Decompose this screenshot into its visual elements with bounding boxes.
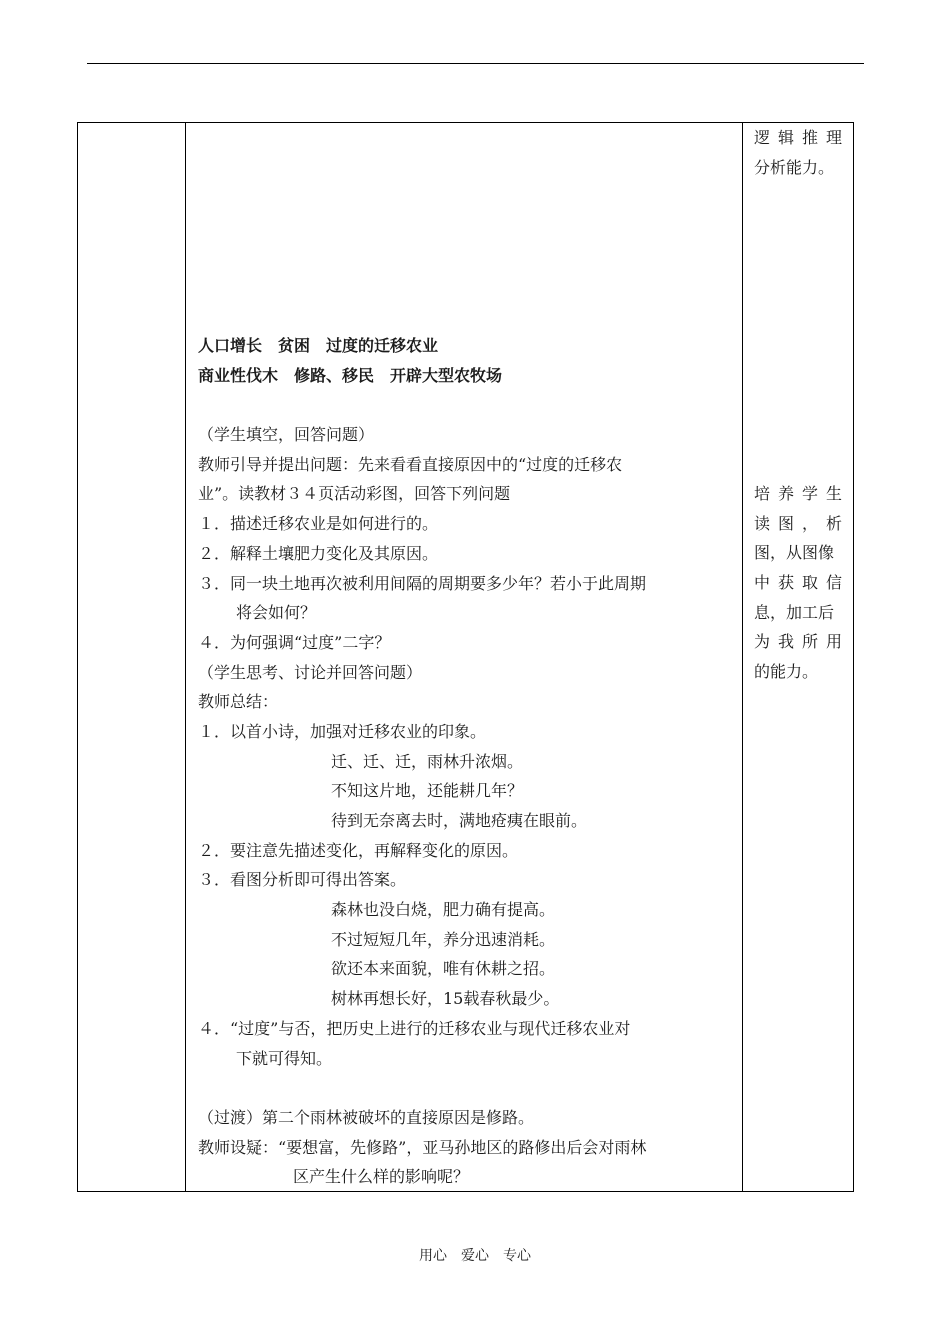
char: 理 <box>825 128 842 147</box>
poem-line: 树林再想长好，15载春秋最少。 <box>331 989 560 1009</box>
design-intent-cell <box>754 479 844 687</box>
text-line: 教师设疑：“要想富，先修路”，亚马孙地区的路修出后会对雨林 <box>198 1137 647 1157</box>
text-line-cont: 区产生什么样的影响呢？ <box>293 1167 470 1187</box>
poem-line: 迁、迁、迁，雨林升浓烟。 <box>331 751 524 771</box>
char: 获 <box>777 573 794 593</box>
char: 为 <box>754 632 771 652</box>
column-divider <box>185 123 186 1191</box>
main-content-cell <box>198 331 734 1192</box>
char: ， <box>801 513 818 533</box>
intent-line <box>754 479 842 509</box>
summary-item: ４．“过度”与否，把历史上进行的迁移农业与现代迁移农业对 <box>198 1018 631 1038</box>
intent-line <box>754 568 842 598</box>
question-item-cont: 将会如何？ <box>236 603 317 623</box>
page-footer: 用心 爱心 专心 <box>419 1248 531 1264</box>
text-line: （学生填空，回答问题） <box>198 425 375 445</box>
header-rule <box>87 63 864 64</box>
question-item: ３．同一块土地再次被利用间隔的周期要多少年？若小于此周期 <box>198 573 647 593</box>
char: 读 <box>754 513 771 533</box>
summary-item: ３．看图分析即可得出答案。 <box>198 870 407 890</box>
heading-causes-2: 商业性伐木 修路、移民 开辟大型农牧场 <box>198 365 503 385</box>
char: 养 <box>777 484 794 503</box>
intent-line: 图，从图像 <box>754 543 835 563</box>
poem-line: 森林也没白烧，肥力确有提高。 <box>331 900 556 920</box>
question-item: ２．解释土壤肥力变化及其原因。 <box>198 543 439 563</box>
char: 辑 <box>777 128 794 147</box>
char: 用 <box>825 632 842 652</box>
char: 推 <box>801 128 818 147</box>
text-line: 教师引导并提出问题：先来看看直接原因中的“过度的迁移农 <box>198 454 623 474</box>
char: 学 <box>801 484 818 503</box>
intent-line: 的能力。 <box>754 662 819 682</box>
char: 取 <box>801 573 818 593</box>
char: 逻 <box>754 128 771 147</box>
poem-line: 不知这片地，还能耕几年？ <box>331 781 524 801</box>
lesson-table <box>77 122 854 1192</box>
char: 生 <box>825 484 842 503</box>
heading-causes: 人口增长 贫困 过度的迁移农业 <box>198 336 439 355</box>
char: 信 <box>825 573 842 593</box>
intent-line: 息，加工后 <box>754 602 835 622</box>
summary-item: ２．要注意先描述变化，再解释变化的原因。 <box>198 840 519 860</box>
char: 中 <box>754 573 771 593</box>
poem-line: 不过短短几年，养分迅速消耗。 <box>331 929 556 949</box>
char: 我 <box>777 632 794 652</box>
intent-line: 分析能力。 <box>754 157 835 177</box>
char: 图 <box>777 513 794 533</box>
blank-line <box>198 1073 734 1103</box>
design-intent-cell <box>754 123 844 182</box>
intent-line <box>754 123 842 153</box>
text-line: （学生思考、讨论并回答问题） <box>198 662 423 682</box>
char: 培 <box>754 484 771 503</box>
poem-line: 欲还本来面貌，唯有休耕之招。 <box>331 959 556 979</box>
summary-item-cont: 下就可得知。 <box>236 1048 333 1068</box>
intent-line <box>754 627 842 657</box>
text-line: 教师总结： <box>198 692 279 712</box>
question-item: １．描述迁移农业是如何进行的。 <box>198 514 439 534</box>
poem-line: 待到无奈离去时，满地疮痍在眼前。 <box>331 811 588 830</box>
question-item: ４．为何强调“过度”二字？ <box>198 632 391 652</box>
summary-item: １．以首小诗，加强对迁移农业的印象。 <box>198 721 487 741</box>
text-line: 业”。读教材３４页活动彩图，回答下列问题 <box>198 484 511 504</box>
char: 所 <box>801 632 818 652</box>
intent-line <box>754 509 842 539</box>
column-divider <box>742 123 743 1191</box>
text-line: （过渡）第二个雨林被破坏的直接原因是修路。 <box>198 1107 535 1127</box>
blank-line <box>198 390 734 420</box>
char: 析 <box>825 513 842 533</box>
